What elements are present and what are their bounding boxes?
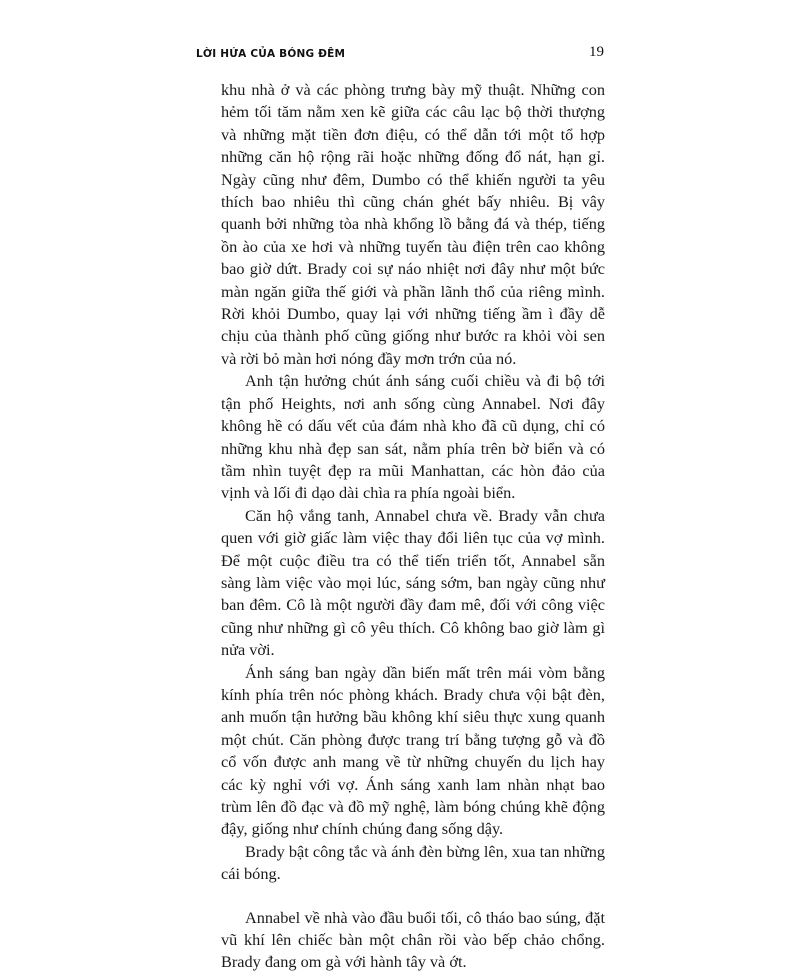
paragraph: Anh tận hưởng chút ánh sáng cuối chiều và đi bộ tới tận phố Heights, nơi anh sống cùng Annabel. Nơi đây không hề có dấu vết của đám nhà kho đã cũ dụng, chỉ có những khu nhà đẹp san sát, nằm phía trên bờ biển và có tầm nhìn tuyệt đẹp ra mũi Manhattan, các hòn đảo của vịnh và lối đi dạo dài chìa ra phía ngoài biển. [221,371,605,503]
paragraph: Annabel về nhà vào đầu buổi tối, cô tháo bao súng, đặt vũ khí lên chiếc bàn một chân rồi vào bếp chảo chổng. Brady đang om gà với hành tây và ớt. [221,907,605,972]
paragraph: Ánh sáng ban ngày dần biến mất trên mái vòm bằng kính phía trên nóc phòng khách. Brady chưa vội bật đèn, anh muốn tận hưởng bầu không khí siêu thực xung quanh một chút. Căn phòng được trang trí bằng tượng gỗ và đồ cổ vốn được anh mang về từ những chuyến du lịch hay các kỳ nghỉ với vợ. Ánh sáng xanh lam nhàn nhạt bao trùm lên đồ đạc và đồ mỹ nghệ, làm bóng chúng khẽ động đậy, giống như chính chúng đang sống dậy. [221,662,605,839]
body-text [221,79,605,974]
page-number: 19 [589,44,604,60]
paragraph: Căn hộ vắng tanh, Annabel chưa về. Brady vẫn chưa quen với giờ giấc làm việc thay đổi liên tục của vợ mình. Để một cuộc điều tra có thể tiến triển tốt, Annabel sẵn sàng làm việc vào mọi lúc, sáng sớm, ban ngày cũng như ban đêm. Cô là một người đầy đam mê, đối với công việc cũng như những gì cô yêu thích. Cô không bao giờ làm gì nửa vời. [221,505,605,660]
chapter-title: LỜI HỨA CỦA BÓNG ĐÊM [196,48,346,60]
paragraph: Brady bật công tắc và ánh đèn bừng lên, xua tan những cái bóng. [221,841,605,884]
running-header [196,44,604,64]
section-break [221,886,605,907]
paragraph: khu nhà ở và các phòng trưng bày mỹ thuật. Những con hẻm tối tăm nằm xen kẽ giữa các câu lạc bộ thời thượng và những mặt tiền đơn điệu, có thể dẫn tới một tổ hợp những căn hộ rộng rãi hoặc những đống đổ nát, hạn gỉ. Ngày cũng như đêm, Dumbo có thể khiến người ta yêu thích bao nhiêu thì cũng chán ghét bấy nhiêu. Bị vây quanh bởi những tòa nhà khổng lồ bằng đá và thép, tiếng ồn ào của xe hơi và những tuyến tàu điện trên cao không bao giờ dứt. Brady coi sự náo nhiệt nơi đây như một bức màn ngăn giữa thế giới và phần lãnh thổ của riêng mình. Rời khỏi Dumbo, quay lại với những tiếng ầm ì đầy dễ chịu của thành phố cũng giống như bước ra khỏi vòi sen và rời bỏ màn hơi nóng đầy mơn trớn của nó. [221,80,605,368]
